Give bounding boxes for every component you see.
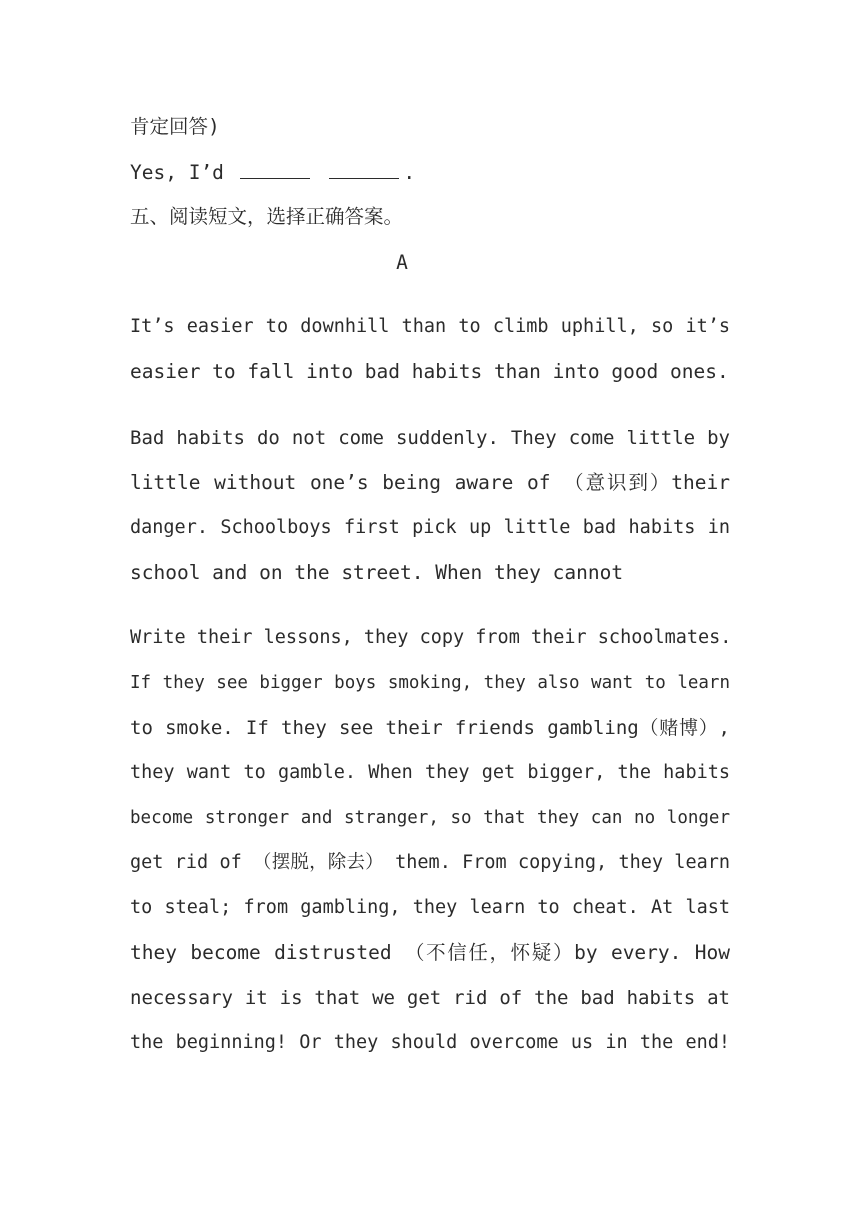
paragraph-3-line: Write their lessons, they copy from their schoolmates. — [130, 627, 732, 648]
paragraph-3-line: the beginning! Or they should overcome us in the end! — [130, 1032, 730, 1053]
answer-blank-2[interactable] — [329, 158, 399, 179]
paragraph-3-line: If they see bigger boys smoking, they also want to learn — [130, 673, 730, 693]
paragraph-1-line: It’s easier to downhill than to climb uphill, so it’s — [130, 316, 730, 337]
paragraph-3-line: to steal; from gambling, they learn to cheat. At last — [130, 897, 730, 918]
paragraph-3-line: become stronger and stranger, so that they can no longer — [130, 808, 730, 828]
paragraph-3-line: necessary it is that we get rid of the bad habits at — [130, 987, 730, 1009]
paragraph-2-line: danger. Schoolboys first pick up little bad habits in — [130, 517, 730, 538]
section-heading: 五、阅读短文，选择正确答案。 — [130, 205, 404, 228]
answer-line — [130, 158, 730, 187]
passage-label: A — [396, 251, 408, 274]
answer-blank-1[interactable] — [240, 158, 310, 179]
paragraph-2-line: Bad habits do not come suddenly. They come little by — [130, 427, 730, 449]
answer-suffix: . — [403, 161, 416, 184]
paragraph-3-line: they want to gamble. When they get bigger, the habits — [130, 762, 730, 783]
question-fragment: 肯定回答) — [130, 115, 220, 138]
paragraph-3-line: they become distrusted （不信任，怀疑）by every. How — [130, 941, 730, 964]
paragraph-3-line: to smoke. If they see their friends gambling（赌博）, — [130, 717, 730, 739]
paragraph-2-line: school and on the street. When they cannot — [130, 561, 624, 584]
paragraph-2-line: little without one’s being aware of （意识到）their — [130, 471, 730, 494]
paragraph-1-line: easier to fall into bad habits than into good ones. — [130, 360, 729, 383]
answer-prefix: Yes, I’d — [130, 161, 224, 184]
paragraph-3-line: get rid of （摆脱，除去） them. From copying, they learn — [130, 852, 730, 873]
